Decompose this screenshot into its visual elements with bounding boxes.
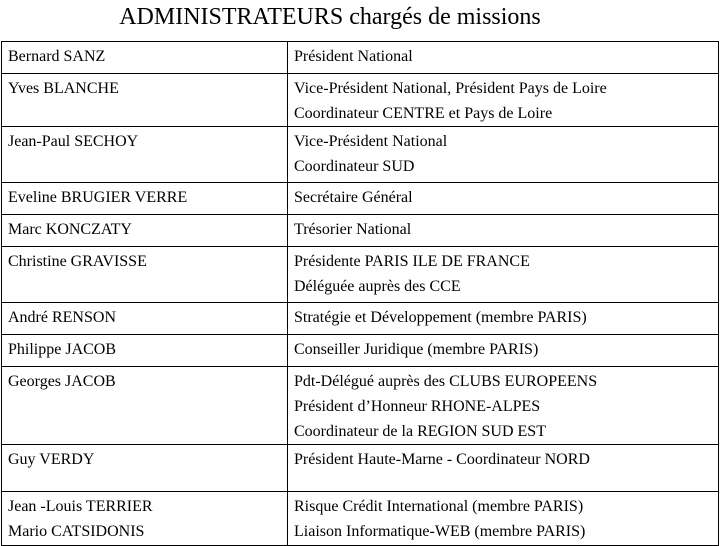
role-cell (288, 247, 719, 303)
table-row (2, 215, 719, 247)
role-text: Président National (294, 48, 413, 65)
role-text: Risque Crédit International (membre PARIS) (294, 498, 584, 515)
role-text: Vice-Président National (294, 133, 448, 150)
name-text: Mario CATSIDONIS (8, 523, 145, 540)
role-cell (288, 492, 719, 546)
table-body (2, 42, 719, 546)
role-text: Vice-Président National, Président Pays de Loire (294, 80, 607, 97)
page-title: ADMINISTRATEURS chargés de missions (119, 4, 541, 30)
role-cell (288, 127, 719, 183)
name-text: Marc KONCZATY (8, 221, 132, 238)
name-text: Yves BLANCHE (8, 80, 119, 97)
name-cell (2, 127, 288, 183)
name-cell (2, 367, 288, 445)
role-text: Trésorier National (294, 221, 412, 238)
name-text: Jean-Paul SECHOY (8, 133, 139, 150)
role-text: Président d’Honneur RHONE-ALPES (294, 398, 541, 415)
name-cell (2, 492, 288, 546)
role-text: Coordinateur de la REGION SUD EST (294, 423, 546, 440)
name-cell (2, 215, 288, 247)
role-cell (288, 215, 719, 247)
name-cell (2, 335, 288, 367)
role-text: Pdt-Délégué auprès des CLUBS EUROPEENS (294, 373, 598, 390)
table-row (2, 367, 719, 445)
role-text: Président Haute-Marne - Coordinateur NORD (294, 451, 590, 468)
table-row (2, 247, 719, 303)
table-row (2, 492, 719, 546)
name-text: André RENSON (8, 309, 116, 326)
table-row (2, 335, 719, 367)
name-cell (2, 303, 288, 335)
name-text: Philippe JACOB (8, 341, 117, 358)
role-cell (288, 74, 719, 127)
name-cell (2, 445, 288, 492)
role-text: Déléguée auprès des CCE (294, 278, 461, 295)
role-text: Coordinateur SUD (294, 158, 415, 175)
name-text: Christine GRAVISSE (8, 253, 147, 270)
name-text: Bernard SANZ (8, 48, 106, 65)
role-text: Présidente PARIS ILE DE FRANCE (294, 253, 530, 270)
role-text: Coordinateur CENTRE et Pays de Loire (294, 105, 553, 122)
name-text: Jean -Louis TERRIER (8, 498, 153, 515)
administrators-table (1, 41, 719, 546)
role-cell (288, 445, 719, 492)
role-cell (288, 183, 719, 215)
role-text: Secrétaire Général (294, 189, 413, 206)
table-row (2, 183, 719, 215)
table-row (2, 303, 719, 335)
name-cell (2, 183, 288, 215)
role-text: Stratégie et Développement (membre PARIS) (294, 309, 587, 326)
name-text: Georges JACOB (8, 373, 116, 390)
table-row (2, 445, 719, 492)
role-cell (288, 303, 719, 335)
name-text: Guy VERDY (8, 451, 95, 468)
role-cell (288, 42, 719, 74)
name-cell (2, 42, 288, 74)
name-text: Eveline BRUGIER VERRE (8, 189, 188, 206)
role-cell (288, 367, 719, 445)
table-row (2, 42, 719, 74)
role-cell (288, 335, 719, 367)
role-text: Conseiller Juridique (membre PARIS) (294, 341, 539, 358)
role-text: Liaison Informatique-WEB (membre PARIS) (294, 523, 586, 540)
table-row (2, 74, 719, 127)
name-cell (2, 74, 288, 127)
table-row (2, 127, 719, 183)
name-cell (2, 247, 288, 303)
